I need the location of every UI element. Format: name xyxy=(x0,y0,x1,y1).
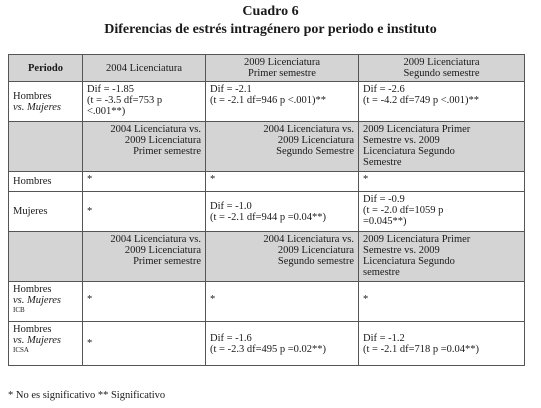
cell-line: 2009 Licenciatura xyxy=(124,245,201,256)
row-label-line1: Hombres xyxy=(13,324,52,335)
cell-empty xyxy=(9,122,83,172)
cell-comparison-2004-vs-2009-segundo xyxy=(206,232,359,282)
cell-line: Segundo semestre xyxy=(277,256,354,267)
cell-line: (t = -2.0 df=1059 p xyxy=(363,205,444,216)
cell-empty xyxy=(9,232,83,282)
cell-line: 2004 Licenciatura vs. xyxy=(110,234,201,245)
cell-line: 2004 Licenciatura vs. xyxy=(110,124,201,135)
cell-line: (t = -2.1 df=718 p =0.04**) xyxy=(363,343,480,355)
row-label-line2: vs. Mujeres xyxy=(13,295,62,306)
cell-line: (t = -2.1 df=944 p =0.04**) xyxy=(210,211,327,223)
table-row-icsa xyxy=(9,322,525,366)
header-2009-segundo-semestre xyxy=(359,55,525,82)
cell-line: Dif = -0.9 xyxy=(363,194,405,205)
header-periodo: Periodo xyxy=(9,55,83,82)
header-2009-segundo-line2: Segundo semestre xyxy=(403,68,480,79)
cell-line: Dif = -1.6 xyxy=(210,332,252,344)
cell-line: Dif = -2.1 xyxy=(210,84,252,95)
table-row-comparison-header-1 xyxy=(9,122,525,172)
cell-line: Licenciatura Segundo xyxy=(363,256,455,267)
institute-tag-icsa: ICSA xyxy=(13,346,29,354)
cell-mujeres-2009-segundo xyxy=(359,192,525,232)
cell-comparison-primer-vs-segundo xyxy=(359,122,525,172)
cell-line: =0.045**) xyxy=(363,216,407,227)
header-2009-primer-semestre xyxy=(206,55,359,82)
cell-line: Dif = -2.6 xyxy=(363,84,405,95)
table-row-comparison-header-2 xyxy=(9,232,525,282)
row-label-hombres: Hombres xyxy=(9,172,83,192)
cell-line: (t = -4.2 df=749 p <.001)** xyxy=(363,95,480,106)
cell-line: Licenciatura Segundo xyxy=(363,146,455,157)
cell-line: Dif = -1.2 xyxy=(363,332,405,344)
stress-differences-table xyxy=(8,54,525,366)
cell-comparison-2004-vs-2009-primer xyxy=(83,232,206,282)
cell-hombres-2009-segundo: * xyxy=(359,172,525,192)
cell-line: Semestre xyxy=(363,157,402,168)
header-2009-segundo-line1: 2009 Licenciatura xyxy=(403,57,480,68)
cell-line: (t = -2.1 df=946 p <.001)** xyxy=(210,95,327,106)
row-label-line2: vs. Mujeres xyxy=(13,101,62,113)
cell-line: 2009 Licenciatura xyxy=(277,135,354,146)
cell-icsa-2009-primer xyxy=(206,322,359,366)
cell-line: Dif = -1.0 xyxy=(210,200,252,212)
cell-icb-2004: * xyxy=(83,282,206,322)
cell-icb-2009-primer: * xyxy=(206,282,359,322)
cell-line: Semestre vs. 2009 xyxy=(363,135,440,146)
cell-mujeres-2004: * xyxy=(83,192,206,232)
cell-line: (t = -3.5 df=753 p xyxy=(87,95,163,106)
table-subtitle: Diferencias de estrés intragénero por periodo e instituto xyxy=(104,22,437,37)
header-2009-primer-line1: 2009 Licenciatura xyxy=(243,57,321,68)
cell-comparison-primer-vs-segundo xyxy=(359,232,525,282)
table-row-hombres-vs-mujeres xyxy=(9,82,525,122)
footnote: * No es significativo ** Significativo xyxy=(8,390,166,401)
cell-line: <.001**) xyxy=(87,106,126,117)
cell-hvm-2009-segundo xyxy=(359,82,525,122)
header-2009-primer-line2: Primer semestre xyxy=(248,68,316,79)
cell-hombres-2009-primer: * xyxy=(206,172,359,192)
table-row-hombres xyxy=(9,172,525,192)
cell-hvm-2004 xyxy=(83,82,206,122)
cell-line: Semestre vs. 2009 xyxy=(363,245,440,256)
row-label-icb xyxy=(9,282,83,322)
cell-line: 2009 Licenciatura Primer xyxy=(363,124,471,135)
table-title: Cuadro 6 xyxy=(242,4,299,19)
cell-icsa-2004: * xyxy=(83,322,206,366)
header-2004-licenciatura: 2004 Licenciatura xyxy=(83,55,206,82)
row-label-hombres-vs-mujeres xyxy=(9,82,83,122)
cell-mujeres-2009-primer xyxy=(206,192,359,232)
cell-line: 2009 Licenciatura xyxy=(124,135,201,146)
row-label-mujeres: Mujeres xyxy=(9,192,83,232)
row-label-line2: vs. Mujeres xyxy=(13,335,62,346)
row-label-line1: Hombres xyxy=(13,284,52,295)
cell-line: 2004 Licenciatura vs. xyxy=(263,124,354,135)
row-label-icsa xyxy=(9,322,83,366)
institute-tag-icb: ICB xyxy=(13,306,25,314)
cell-line: Segundo Semestre xyxy=(276,146,354,157)
cell-comparison-2004-vs-2009-primer xyxy=(83,122,206,172)
cell-icb-2009-segundo: * xyxy=(359,282,525,322)
cell-line: Primer semestre xyxy=(133,256,201,267)
row-label-line1: Hombres xyxy=(13,90,52,102)
cell-line: semestre xyxy=(363,267,400,278)
cell-hvm-2009-primer xyxy=(206,82,359,122)
cell-line: (t = -2.3 df=495 p =0.02**) xyxy=(210,343,327,355)
cell-comparison-2004-vs-2009-segundo xyxy=(206,122,359,172)
cell-line: Primer semestre xyxy=(133,146,201,157)
cell-line: 2009 Licenciatura Primer xyxy=(363,234,471,245)
cell-line: 2004 Licenciatura vs. xyxy=(263,234,354,245)
table-row-mujeres xyxy=(9,192,525,232)
header-row xyxy=(9,55,525,82)
table-row-icb xyxy=(9,282,525,322)
cell-icsa-2009-segundo xyxy=(359,322,525,366)
cell-hombres-2004: * xyxy=(83,172,206,192)
cell-line: 2009 Licenciatura xyxy=(277,245,354,256)
cell-line: Dif = -1.85 xyxy=(87,84,135,95)
